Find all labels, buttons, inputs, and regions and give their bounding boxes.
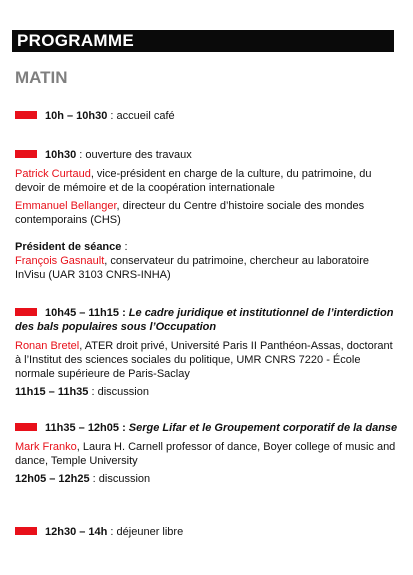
- red-marker-icon: [15, 527, 37, 535]
- red-marker-icon: [15, 423, 37, 431]
- schedule-item-ouverture: 10h30 : ouverture des travaux Patrick Curtaud, vice-président en charge de la culture, du patrimoine, du devoir de mémoire et de la coopération internationale Emmanuel Bellanger, directeur du Centre d’histoire sociale des mondes contemporains (CHS): [15, 149, 372, 226]
- speaker-name: Ronan Bretel: [15, 340, 80, 352]
- speaker-name: Mark Franko: [15, 441, 77, 453]
- discussion-label: discussion: [98, 473, 151, 485]
- schedule-item-dejeuner: 12h30 – 14h : déjeuner libre: [15, 525, 400, 539]
- item-time: 10h – 10h30: [45, 110, 108, 122]
- discussion-label: discussion: [97, 386, 149, 398]
- chair-label: Président de séance: [15, 241, 122, 253]
- item-time: 10h45 – 11h15: [45, 307, 120, 319]
- talk-title: Serge Lifar et le Groupement corporatif de la danse: [128, 422, 398, 434]
- section-title-matin: MATIN: [15, 68, 68, 87]
- item-time: 10h30: [45, 149, 77, 161]
- speaker-role: , directeur du Centre d’histoire sociale des mondes contemporains (CHS): [15, 200, 365, 226]
- item-time: 11h35 – 12h05: [45, 422, 120, 434]
- red-marker-icon: [15, 150, 37, 158]
- talk-title: Le cadre juridique et institutionnel de l’interdiction des bals populaires sous l’Occupation: [15, 307, 394, 333]
- session-chair: Président de séance : François Gasnault, conservateur du patrimoine, chercheur au laboratoire InVisu (UAR 3103 CNRS-INHA): [15, 241, 370, 281]
- programme-title: PROGRAMME: [17, 31, 134, 50]
- item-time: 12h30 – 14h: [45, 526, 108, 538]
- item-description: ouverture des travaux: [85, 149, 192, 161]
- red-marker-icon: [15, 111, 37, 119]
- programme-header-bar: [12, 30, 394, 52]
- schedule-item-cadre-juridique: 10h45 – 11h15 : Le cadre juridique et institutionnel de l’interdiction des bals populaires sous l’Occupation Ronan Bretel, ATER droit privé, Université Paris II Panthéon-Assas, doctorant à l’Institut des sciences sociales du politique, UMR CNRS 7220 - École normale supérieure de Paris-Saclay 11h15 – 11h35 : discussion: [15, 307, 394, 398]
- schedule-item-serge-lifar: 11h35 – 12h05 : Serge Lifar et le Groupement corporatif de la danse Mark Franko, Laura H. Carnell professor of dance, Boyer college of music and dance, Temple University 12h05 – 12h25 : discussion: [15, 422, 398, 485]
- item-description: déjeuner libre: [116, 526, 184, 538]
- item-description: accueil café: [116, 110, 175, 122]
- speaker-name: Emmanuel Bellanger: [15, 200, 117, 212]
- discussion-time: 12h05 – 12h25: [15, 473, 90, 485]
- chair-role: , conservateur du patrimoine, chercheur au laboratoire InVisu (UAR 3103 CNRS-INHA): [15, 255, 370, 281]
- chair-name: François Gasnault: [15, 255, 105, 267]
- speaker-name: Patrick Curtaud: [15, 168, 91, 180]
- speaker-role: , vice-président en charge de la culture, du patrimoine, du devoir de mémoire et de la coopération internationale: [15, 168, 372, 194]
- speaker-role: , ATER droit privé, Université Paris II Panthéon-Assas, doctorant à l’Institut des sciences sociales du politique, UMR CNRS 7220 - École normale supérieure de Paris-Saclay: [15, 340, 393, 380]
- discussion-time: 11h15 – 11h35: [15, 386, 89, 398]
- red-marker-icon: [15, 308, 37, 316]
- schedule-item-accueil: 10h – 10h30 : accueil café: [15, 109, 400, 123]
- speaker-role: , Laura H. Carnell professor of dance, Boyer college of music and dance, Temple University: [15, 441, 396, 467]
